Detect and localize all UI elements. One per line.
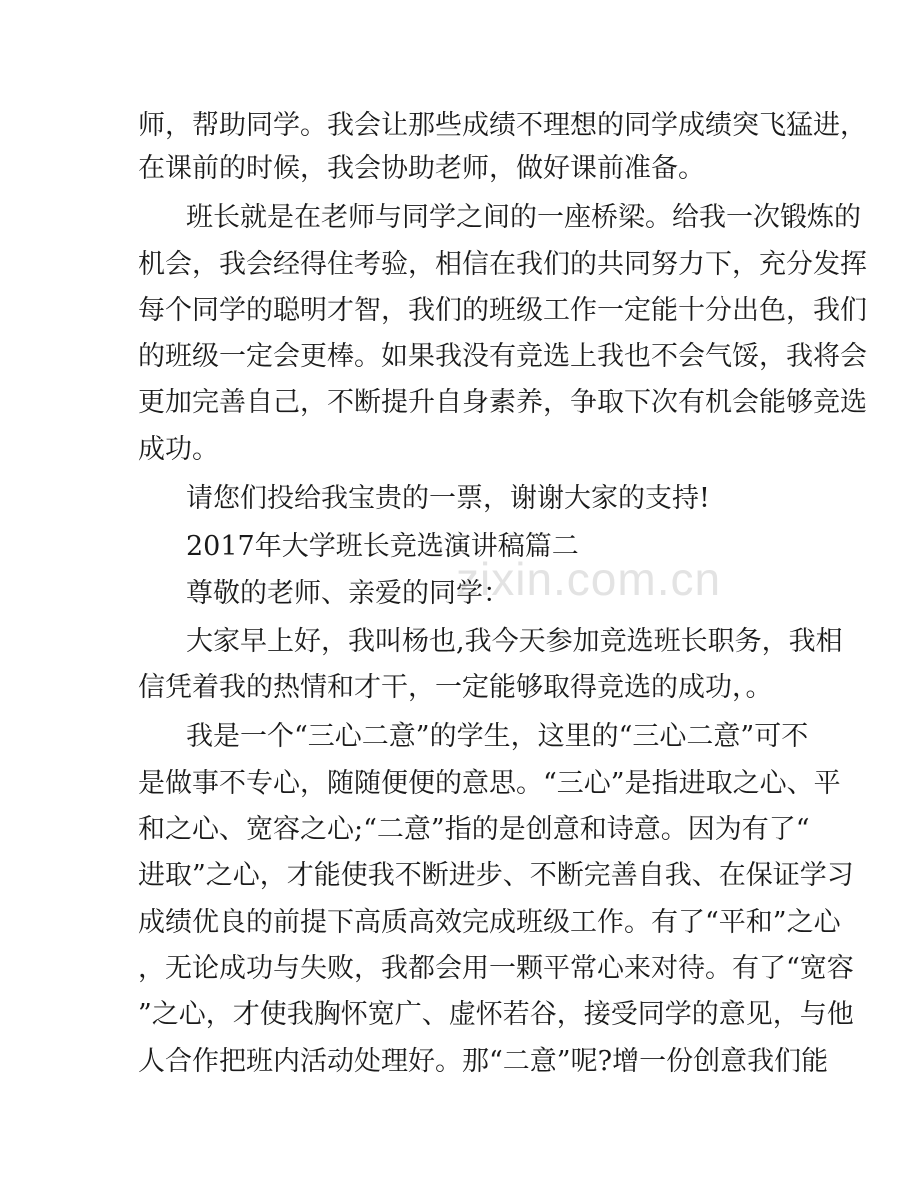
text-line: 更加完善自己，不断提升自身素养，争取下次有机会能够竞选 — [138, 387, 867, 418]
text-line: 机会，我会经得住考验，相信在我们的共同努力下，充分发挥 — [138, 249, 867, 280]
text-line: ”之心，才使我胸怀宽广、虚怀若谷，接受同学的意见，与他 — [138, 999, 854, 1030]
salutation: 尊敬的老师、亲爱的同学： — [186, 578, 510, 609]
text-line: 成功。 — [138, 434, 219, 465]
text-line: 在课前的时候，我会协助老师，做好课前准备。 — [138, 153, 705, 184]
text-line: 班长就是在老师与同学之间的一座桥梁。给我一次锻炼的 — [186, 202, 861, 233]
text-line: 每个同学的聪明才智，我们的班级工作一定能十分出色，我们 — [138, 295, 867, 326]
section-heading: 2017年大学班长竞选演讲稿篇二 — [186, 531, 579, 562]
text-line: 请您们投给我宝贵的一票，谢谢大家的支持! — [186, 483, 710, 514]
text-line: 我是一个“三心二意”的学生，这里的“三心二意”可不 — [186, 721, 809, 752]
text-line: 进取”之心，才能使我不断进步、不断完善自我、在保证学习 — [138, 860, 854, 891]
watermark: zixin.com.cn — [456, 553, 722, 605]
text-line: 的班级一定会更棒。如果我没有竞选上我也不会气馁，我将会 — [138, 341, 867, 372]
text-line: ，无论成功与失败，我都会用一颗平常心来对待。有了“宽容 — [138, 953, 854, 984]
text-line: 是做事不专心，随随便便的意思。“三心”是指进取之心、平 — [138, 768, 841, 799]
text-line: 师，帮助同学。我会让那些成绩不理想的同学成绩突飞猛进， — [138, 110, 867, 141]
text-line: 大家早上好，我叫杨也,我今天参加竞选班长职务，我相 — [186, 626, 843, 657]
text-line: 人合作把班内活动处理好。那“二意”呢?增一份创意我们能 — [138, 1046, 829, 1077]
text-line: 成绩优良的前提下高质高效完成班级工作。有了“平和”之心 — [138, 907, 841, 938]
text-line: 信凭着我的热情和才干，一定能够取得竞选的成功，。 — [138, 672, 773, 703]
text-line: 和之心、宽容之心;“二意”指的是创意和诗意。因为有了“ — [138, 814, 810, 845]
